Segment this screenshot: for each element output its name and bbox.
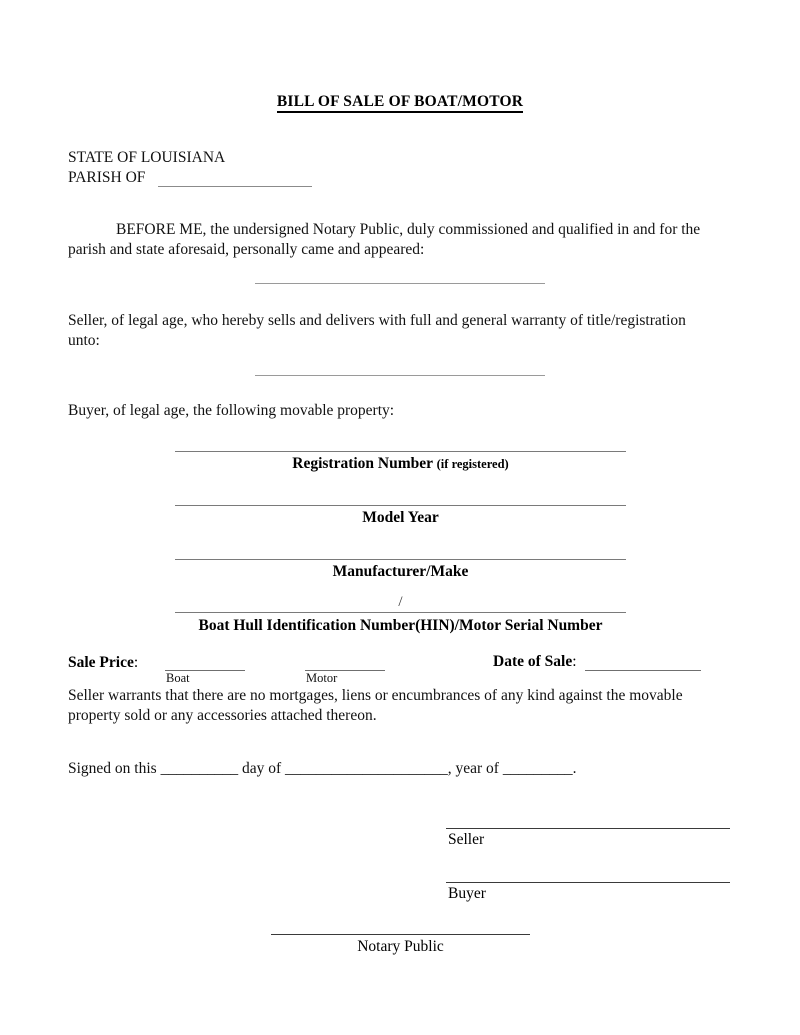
buyer-paragraph: Buyer, of legal age, the following movable property: [68, 402, 395, 419]
date-of-sale-label-text: Date of Sale [493, 653, 573, 670]
registration-number-label-text: Registration Number [292, 455, 433, 472]
sale-price-row [68, 653, 138, 672]
registration-number-note: (if registered) [436, 457, 509, 471]
registration-number-blank-field[interactable] [175, 451, 626, 452]
seller-paragraph: Seller, of legal age, who hereby sells and delivers with full and general warranty of title/registration unto: [68, 312, 686, 349]
date-of-sale-colon: : [572, 653, 577, 670]
buyer-signature-blank-field[interactable] [446, 882, 730, 883]
intro-paragraph-text: BEFORE ME, the undersigned Notary Public, duly commissioned and qualified in and for the parish and state aforesaid, personally came and appeared: [68, 221, 701, 258]
hull-identification-number-label-text: Boat Hull Identification Number(HIN)/Motor Serial Number [198, 617, 603, 634]
seller-signature-label: Seller [448, 831, 485, 848]
seller-name-blank-field[interactable] [255, 283, 545, 284]
manufacturer-make-blank-field[interactable] [175, 559, 626, 560]
sale-price-motor-sublabel: Motor [306, 671, 338, 685]
seller-signature-blank-field[interactable] [446, 828, 730, 829]
page-title-text: BILL OF SALE OF BOAT/MOTOR [277, 93, 523, 113]
model-year-blank-field[interactable] [175, 505, 626, 506]
sale-price-label: Sale Price [68, 654, 134, 671]
date-of-sale-label [493, 653, 577, 671]
warranty-paragraph: Seller warrants that there are no mortgages, liens or encumbrances of any kind against the movable property sold or any accessories attached thereon. [68, 687, 683, 724]
page-title [0, 93, 800, 111]
notary-signature-label: Notary Public [357, 938, 444, 955]
sale-price-boat-sublabel: Boat [166, 671, 190, 685]
state-line: STATE OF LOUISIANA [68, 149, 226, 166]
signed-on-line: Signed on this __________ day of _____________________, year of _________. [68, 760, 577, 777]
buyer-name-blank-field[interactable] [255, 375, 545, 376]
hull-identification-number-blank-field[interactable] [175, 612, 626, 613]
date-of-sale-blank-field[interactable] [585, 670, 701, 671]
sale-price-colon: : [133, 654, 139, 671]
notary-signature-blank-field[interactable] [271, 934, 530, 935]
intro-paragraph [68, 220, 714, 260]
model-year-label-text: Model Year [362, 509, 439, 526]
buyer-signature-label: Buyer [448, 885, 486, 902]
hull-identification-number-label [175, 617, 626, 635]
parish-blank-field[interactable] [158, 186, 312, 187]
manufacturer-make-label-text: Manufacturer/Make [332, 563, 469, 580]
parish-label: PARISH OF [68, 169, 146, 186]
slash-mark: / [398, 594, 403, 610]
manufacturer-make-label [175, 563, 626, 581]
registration-number-label [175, 455, 626, 473]
model-year-label [175, 509, 626, 527]
